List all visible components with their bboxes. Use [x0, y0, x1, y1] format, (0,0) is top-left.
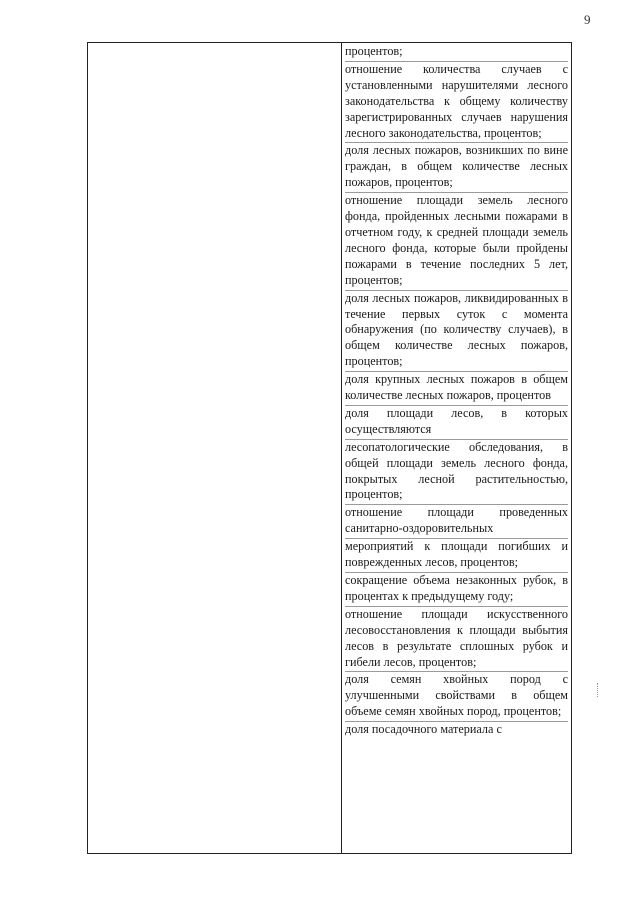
table-row: доля лесных пожаров, возникших по вине граждан, в общем количестве лесных пожаров, процентов; — [345, 143, 568, 193]
table-row: доля лесных пожаров, ликвидированных в течение первых суток с момента обнаружения (по количеству случаев), в общем количестве лесных пожаров, процентов; — [345, 291, 568, 373]
page-number: 9 — [584, 12, 591, 27]
indicators-table — [87, 42, 572, 854]
table-row: лесопатологические обследования, в общей площади земель лесного фонда, покрытых лесной растительностью, процентов; — [345, 440, 568, 506]
table-row: доля посадочного материала с — [345, 722, 502, 737]
table-row: процентов; — [345, 44, 568, 62]
table-row: мероприятий к площади погибших и поврежденных лесов, процентов; — [345, 539, 568, 573]
table-left-column — [88, 43, 341, 853]
table-row: отношение площади проведенных санитарно-оздоровительных — [345, 505, 568, 539]
table-row: отношение площади земель лесного фонда, пройденных лесными пожарами в отчетном году, к средней площади земель лесного фонда, которые были пройдены пожарами в течение последних 5 лет, процентов; — [345, 193, 568, 290]
table-right-column — [342, 43, 571, 853]
table-row: доля площади лесов, в которых осуществляются — [345, 406, 568, 440]
table-row: доля семян хвойных пород с улучшенными свойствами в общем объеме семян хвойных пород, процентов; — [345, 672, 568, 722]
table-row: доля крупных лесных пожаров в общем количестве лесных пожаров, процентов — [345, 372, 568, 406]
table-row: сокращение объема незаконных рубок, в процентах к предыдущему году; — [345, 573, 568, 607]
table-row: отношение площади искусственного лесовосстановления к площади выбытия лесов в результате сплошных рубок и гибели лесов, процентов; — [345, 607, 568, 673]
table-row: отношение количества случаев с установленными нарушителями лесного законодательства к общему количеству зарегистрированных случаев нарушения лесного законодательства, процентов; — [345, 62, 568, 144]
margin-mark — [597, 683, 598, 697]
